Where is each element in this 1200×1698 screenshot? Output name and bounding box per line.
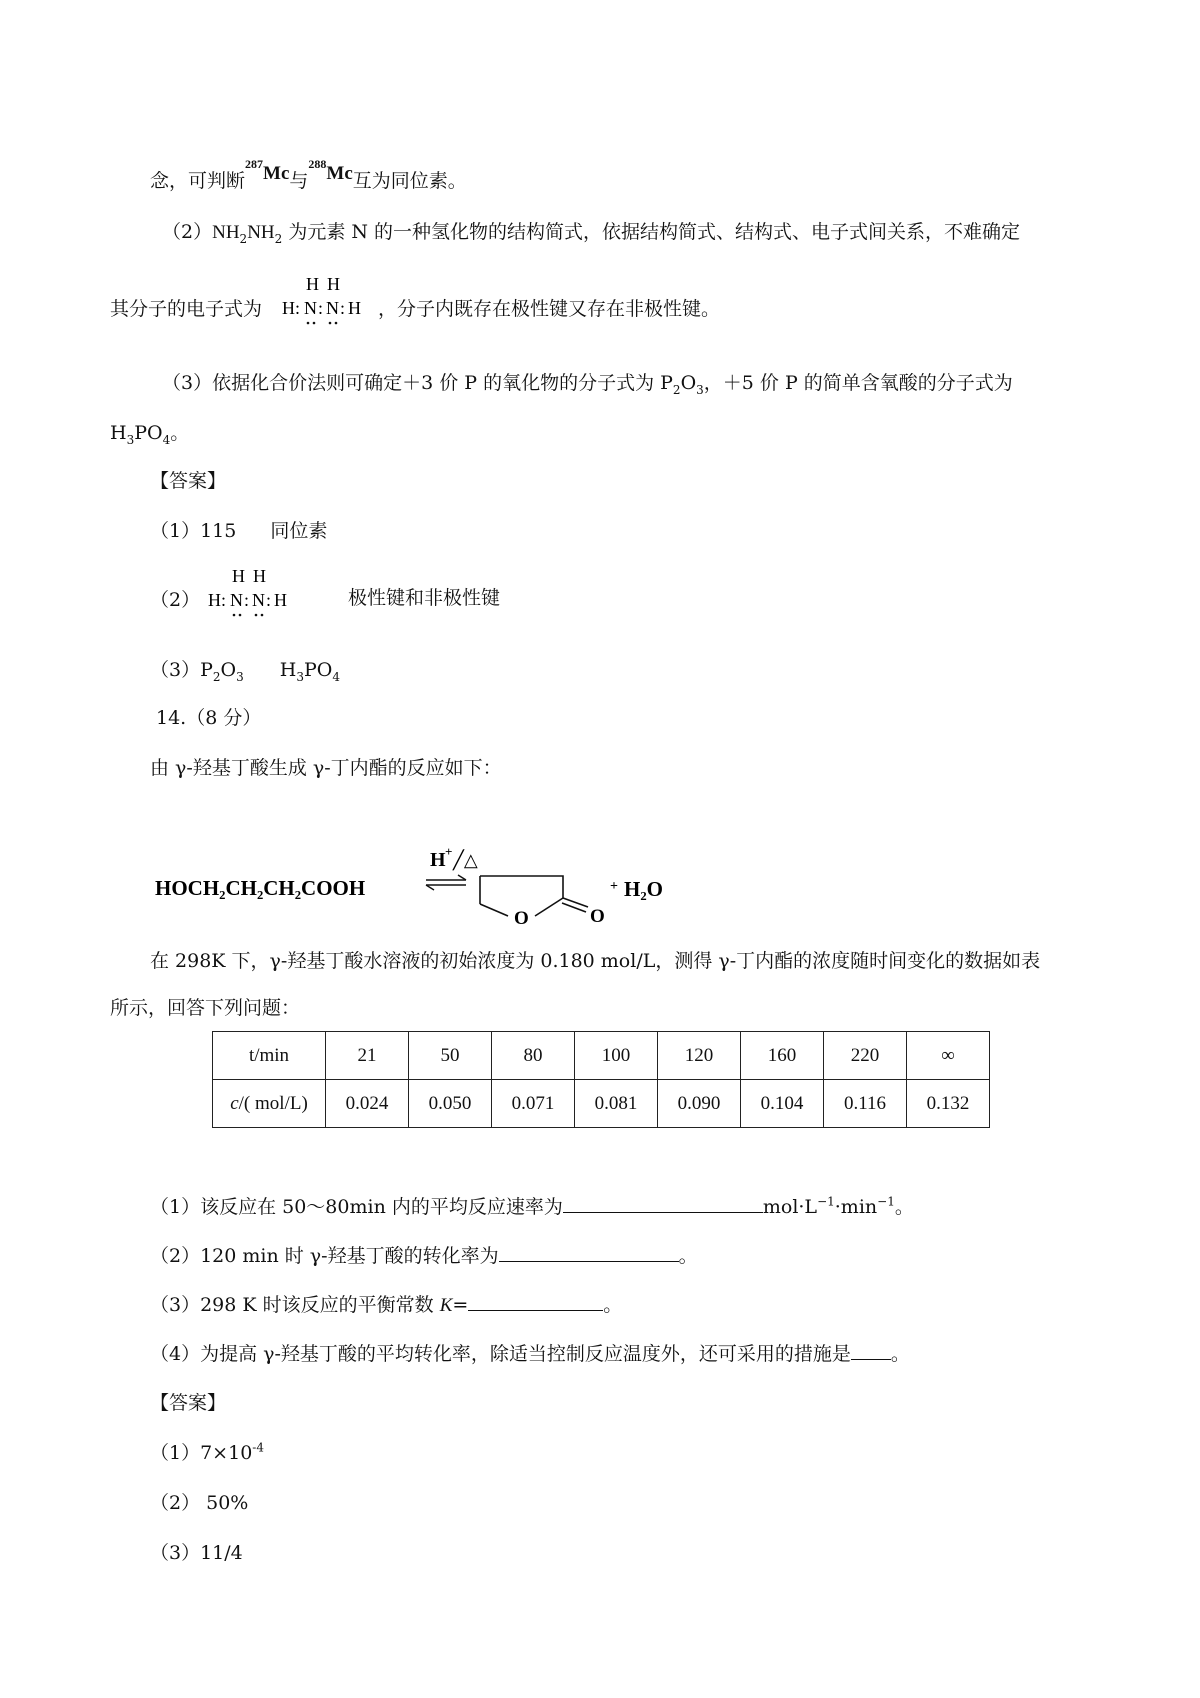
- answer-13-3: $(3)P_2O_3$ $H_3PO_4$: [150, 659, 340, 684]
- subquestion-3: （3）298 K 时该反应的平衡常数 K= 。: [150, 1294, 623, 1316]
- svg-text:+: +: [610, 879, 618, 894]
- hydrazine-electron-formula-line: 其分子的电子式为: [110, 298, 263, 320]
- table-cell: 0.081: [575, 1080, 658, 1128]
- svg-text:H: H: [253, 566, 266, 586]
- svg-text:+: +: [445, 844, 453, 859]
- svg-text::: :: [244, 590, 250, 610]
- table-cell: 220: [824, 1032, 907, 1080]
- heat-symbol: ╱△: [453, 850, 478, 870]
- table-header-time: t/min: [213, 1032, 326, 1080]
- question-14-header: 14.（8 分）: [156, 707, 262, 729]
- phosphorus-acid-formula: $H_3PO_4$。: [110, 422, 190, 447]
- svg-text::: :: [318, 298, 324, 318]
- table-cell: 120: [658, 1032, 741, 1080]
- table-cell: 0.090: [658, 1080, 741, 1128]
- svg-text:H: H: [348, 298, 361, 318]
- phosphorus-statement: （3）依据化合价法则可确定＋3 价 P 的氧化物的分子式为 $P_2O_3$，＋5 价 P 的简单含氧酸的分子式为: [162, 372, 1013, 397]
- table-cell: 80: [492, 1032, 575, 1080]
- answer-14-3: （3）11/4: [150, 1542, 243, 1564]
- table-cell: 160: [741, 1032, 824, 1080]
- answer-electron-formula: [206, 560, 302, 626]
- answer-heading-13: 【答案】: [150, 470, 227, 492]
- isotope-text-post: 互为同位素。: [352, 170, 467, 192]
- table-cell: 0.104: [741, 1080, 824, 1128]
- subquestion-2: （2）120 min 时 γ-羟基丁酸的转化率为 。: [150, 1245, 698, 1267]
- water-formula: H₂O: [624, 877, 663, 901]
- table-cell: 100: [575, 1032, 658, 1080]
- reaction-scheme: [150, 840, 710, 930]
- table-cell: 0.071: [492, 1080, 575, 1128]
- answer-13-1: （1）115 同位素: [150, 520, 328, 542]
- question-14-description-2: 所示，回答下列问题：: [110, 997, 301, 1019]
- svg-text:H: H: [208, 590, 221, 610]
- isotope-text-mid: 与: [289, 170, 309, 192]
- svg-text::: :: [340, 298, 346, 318]
- answer-13-2: （2）: [150, 589, 201, 611]
- svg-text:H: H: [306, 274, 319, 294]
- reactant-formula: HOCH₂CH₂CH₂COOH: [155, 876, 366, 900]
- concentration-table: [212, 1031, 990, 1128]
- isotope-statement: [150, 156, 467, 195]
- answer-blank-2[interactable]: [499, 1243, 679, 1262]
- svg-text:N: N: [252, 590, 265, 610]
- svg-text:N: N: [326, 298, 339, 318]
- isotope-text-pre: 念，可判断: [150, 170, 246, 192]
- table-row-concentration: [213, 1080, 990, 1128]
- svg-text::: :: [221, 590, 227, 610]
- svg-text:N: N: [230, 590, 243, 610]
- table-row-time: [213, 1032, 990, 1080]
- table-cell: 0.116: [824, 1080, 907, 1128]
- question-14-description: 在 298K 下，γ-羟基丁酸水溶液的初始浓度为 0.180 mol/L，测得 γ-丁内酯的浓度随时间变化的数据如表: [150, 950, 1041, 972]
- answer-blank-4[interactable]: [851, 1341, 891, 1360]
- isotope-mc-288: $^{288}$Mc: [308, 156, 353, 184]
- table-cell: ∞: [907, 1032, 990, 1080]
- answer-blank-3[interactable]: [468, 1292, 603, 1311]
- table-cell: 0.024: [326, 1080, 409, 1128]
- reaction-equation: [150, 840, 710, 935]
- ring-oxygen: O: [514, 908, 529, 929]
- table-header-concentration: c/( mol/L): [213, 1080, 326, 1128]
- subquestion-4: （4）为提高 γ-羟基丁酸的平均转化率，除适当控制反应温度外，还可采用的措施是 。: [150, 1343, 910, 1365]
- table-cell: 0.050: [409, 1080, 492, 1128]
- table-cell: 50: [409, 1032, 492, 1080]
- svg-text::: :: [266, 590, 272, 610]
- svg-text:H: H: [232, 566, 245, 586]
- answer-blank-1[interactable]: [563, 1194, 763, 1213]
- answer-14-1: $(1)7\times 10^{-4}$: [150, 1440, 264, 1464]
- question-14-intro: 由 γ-羟基丁酸生成 γ-丁内酯的反应如下：: [150, 757, 502, 779]
- hydrazine-statement: $(2)NH_2NH_2$ 为元素 N 的一种氢化物的结构简式，依据结构简式、结构式、电子式间关系，不难确定: [162, 221, 1021, 246]
- svg-text:H: H: [282, 298, 295, 318]
- answer-heading-14: 【答案】: [150, 1392, 227, 1414]
- table-cell: 21: [326, 1032, 409, 1080]
- subquestion-1: （1）该反应在 50～80min 内的平均反应速率为 $mol\cdot L^{-1}\cdot\min^{-1}$。: [150, 1194, 914, 1218]
- catalyst-label: H: [430, 849, 446, 871]
- lactone-ring: [480, 876, 563, 898]
- svg-text:N: N: [304, 298, 317, 318]
- carbonyl-oxygen: O: [590, 906, 605, 927]
- svg-text::: :: [295, 298, 301, 318]
- table-cell: 0.132: [907, 1080, 990, 1128]
- isotope-mc-287: $^{287}$Mc: [245, 156, 290, 184]
- svg-text:H: H: [327, 274, 340, 294]
- answer-14-2: （2） 50%: [150, 1492, 249, 1514]
- hydrazine-electron-formula: [280, 268, 376, 334]
- svg-text:H: H: [274, 590, 287, 610]
